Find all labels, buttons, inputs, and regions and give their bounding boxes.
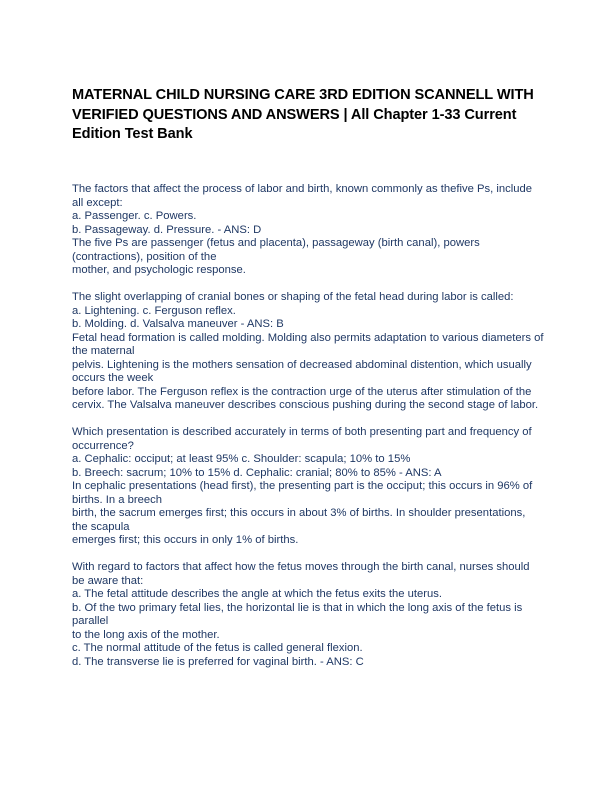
document-title: MATERNAL CHILD NURSING CARE 3RD EDITION SCANNELL WITH VERIFIED QUESTIONS AND ANSWERS | All Chapter 1-33 Current Edition Test Bank <box>72 87 534 142</box>
answer-option-line: b. Of the two primary fetal lies, the horizontal lie is that in which the long axis of the fetus is parallel <box>72 601 523 627</box>
question-block <box>72 561 544 669</box>
answer-option-line: b. Molding. d. Valsalva maneuver - ANS: B <box>72 318 284 330</box>
rationale-line: emerges first; this occurs in only 1% of births. <box>72 534 299 546</box>
question-text: Which presentation is described accurately in terms of both presenting part and frequency of occurrence? <box>72 426 532 452</box>
question-block <box>72 183 544 278</box>
answer-option-line: to the long axis of the mother. <box>72 628 220 641</box>
answer-option-line: d. The transverse lie is preferred for vaginal birth. - ANS: C <box>72 655 364 668</box>
rationale-line: birth, the sacrum emerges first; this occurs in about 3% of births. In shoulder presentations, the scapula <box>72 507 526 533</box>
answer-option-line: a. Lightening. c. Ferguson reflex. <box>72 304 236 317</box>
rationale-line: before labor. The Ferguson reflex is the contraction urge of the uterus after stimulation of the cervix. The Valsalva maneuver describes conscious pushing during the second stage of labor. <box>72 385 539 411</box>
document-body <box>72 183 544 683</box>
rationale-line: The five Ps are passenger (fetus and placenta), passageway (birth canal), powers (contractions), position of the <box>72 237 480 263</box>
answer-option-line: a. Cephalic: occiput; at least 95% c. Shoulder: scapula; 10% to 15% <box>72 453 411 465</box>
question-block <box>72 291 544 413</box>
answer-option-line: a. Passenger. c. Powers. <box>72 210 197 222</box>
answer-option-line: c. The normal attitude of the fetus is called general flexion. <box>72 642 363 654</box>
answer-option-line: a. The fetal attitude describes the angle at which the fetus exits the uterus. <box>72 588 443 600</box>
question-text: With regard to factors that affect how the fetus moves through the birth canal, nurses should be aware that: <box>72 561 530 587</box>
rationale-line: mother, and psychologic response. <box>72 264 246 276</box>
answer-option-line: b. Passageway. d. Pressure. - ANS: D <box>72 223 262 236</box>
rationale-line: Fetal head formation is called molding. Molding also permits adaptation to various diameters of the maternal <box>72 331 544 357</box>
answer-option-line: b. Breech: sacrum; 10% to 15% d. Cephalic: cranial; 80% to 85% - ANS: A <box>72 466 442 479</box>
question-text: The slight overlapping of cranial bones or shaping of the fetal head during labor is called: <box>72 291 514 303</box>
question-text: The factors that affect the process of labor and birth, known commonly as thefive Ps, include all except: <box>72 183 533 209</box>
rationale-line: pelvis. Lightening is the mothers sensation of decreased abdominal distention, which usually occurs the week <box>72 358 532 384</box>
rationale-line: In cephalic presentations (head first), the presenting part is the occiput; this occurs in 96% of births. In a breech <box>72 480 533 506</box>
question-block <box>72 426 544 548</box>
